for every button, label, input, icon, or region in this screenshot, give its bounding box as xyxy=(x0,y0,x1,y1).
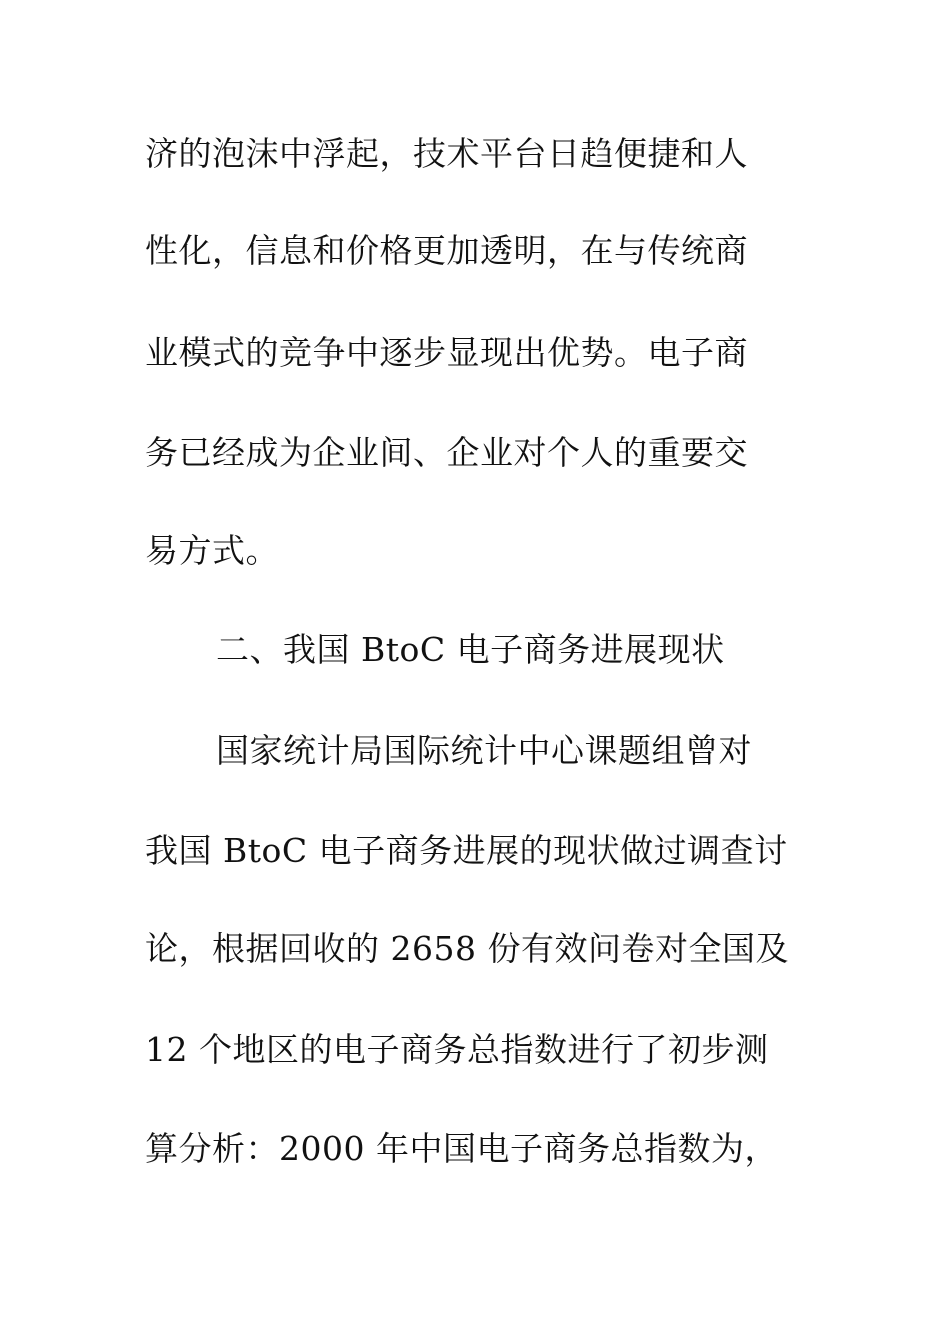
paragraph-line-1: 济的泡沫中浮起，技术平台日趋便捷和人 xyxy=(145,134,748,173)
paragraph-line-9: 论，根据回收的 2658 份有效问卷对全国及 xyxy=(145,929,789,968)
paragraph-line-11: 算分析：2000 年中国电子商务总指数为， xyxy=(145,1129,778,1168)
paragraph-line-4: 务已经成为企业间、企业对个人的重要交 xyxy=(145,433,748,472)
section-heading: 二、我国 BtoC 电子商务进展现状 xyxy=(216,630,725,669)
paragraph-line-7: 国家统计局国际统计中心课题组曾对 xyxy=(216,731,752,770)
paragraph-line-8: 我国 BtoC 电子商务进展的现状做过调查讨 xyxy=(145,831,788,870)
paragraph-line-5: 易方式。 xyxy=(145,531,279,570)
paragraph-line-3: 业模式的竞争中逐步显现出优势。电子商 xyxy=(145,333,748,372)
paragraph-line-2: 性化，信息和价格更加透明，在与传统商 xyxy=(145,231,748,270)
paragraph-line-10: 12 个地区的电子商务总指数进行了初步测 xyxy=(145,1030,769,1069)
